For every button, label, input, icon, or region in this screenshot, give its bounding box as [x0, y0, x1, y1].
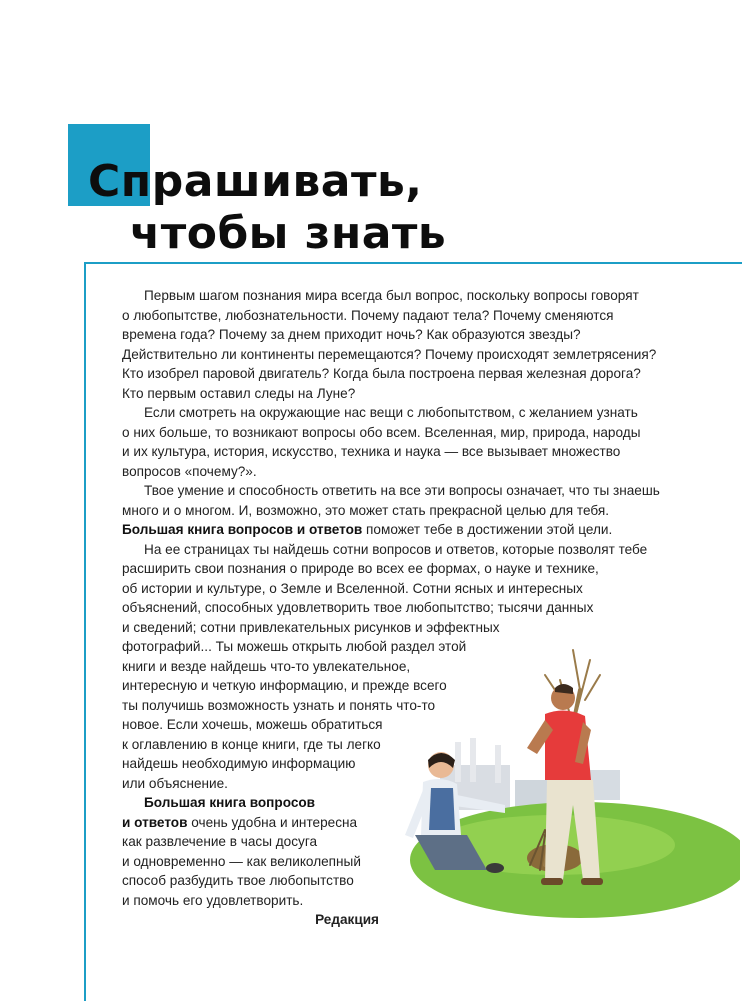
- paragraph-line: объяснений, способных удовлетворить твое любопытство; тысячи данных: [122, 600, 594, 615]
- paragraph-line: [122, 520, 694, 540]
- paragraph-line: или объяснение.: [122, 775, 228, 791]
- paragraph-line: способ разбудить твое любопытство: [122, 873, 354, 888]
- paragraph-line: книги и везде найдешь что-то увлекательное,: [122, 658, 411, 674]
- paragraph-line: вопросов «почему?».: [122, 463, 257, 479]
- paragraph-line: Кто изобрел паровой двигатель? Когда была построена первая железная дорога?: [122, 366, 641, 381]
- paragraph-line: расширить свои познания о природе во всех ее формах, о науке и технике,: [122, 561, 599, 576]
- paragraph-line: и помочь его удовлетворить.: [122, 892, 304, 908]
- book-title-bold: Большая книга вопросов: [144, 795, 316, 810]
- paragraph-line: интересную и четкую информацию, и прежде всего: [122, 678, 447, 693]
- page-title-line-2: чтобы знать: [130, 208, 447, 259]
- paragraph-line: об истории и культуре, о Земле и Вселенной. Сотни ясных и интересных: [122, 580, 583, 596]
- paragraph-line: Действительно ли континенты перемещаются? Почему происходят землетрясения?: [122, 346, 657, 362]
- paragraph-line: Кто первым оставил следы на Луне?: [122, 385, 356, 401]
- page-title-line-1: Спрашивать,: [88, 156, 423, 207]
- paragraph-line: Первым шагом познания мира всегда был вопрос, поскольку вопросы говорят: [144, 288, 639, 303]
- two-boys-planting-tree-illustration: [395, 630, 740, 920]
- paragraph-line: много и о многом. И, возможно, это может стать прекрасной целью для тебя.: [122, 502, 609, 518]
- signature: Редакция: [315, 912, 379, 927]
- page-title: [88, 156, 446, 260]
- paragraph-line: Если смотреть на окружающие нас вещи с любопытством, с желанием узнать: [144, 405, 638, 420]
- paragraph-line: и одновременно — как великолепный: [122, 853, 361, 869]
- paragraph-line: как развлечение в часы досуга: [122, 834, 318, 849]
- paragraph-line: о любопытстве, любознательности. Почему падают тела? Почему сменяются: [122, 307, 614, 323]
- paragraph-line: фотографий... Ты можешь открыть любой раздел этой: [122, 639, 467, 654]
- paragraph-line: ты получишь возможность узнать и понять что-то: [122, 697, 436, 713]
- paragraph-line: и сведений; сотни привлекательных рисунков и эффектных: [122, 619, 500, 635]
- paragraph-line: к оглавлению в конце книги, где ты легко: [122, 736, 381, 752]
- paragraph-line: На ее страницах ты найдешь сотни вопросов и ответов, которые позволят тебе: [144, 541, 648, 557]
- horizontal-rule: [84, 262, 742, 264]
- paragraph-fragment: поможет тебе в достижении этой цели.: [362, 522, 613, 537]
- vertical-rule: [84, 262, 86, 1001]
- paragraph-line: Твое умение и способность ответить на все эти вопросы означает, что ты знаешь: [144, 483, 660, 498]
- book-title-bold: и ответов: [122, 814, 188, 830]
- paragraph-line: новое. Если хочешь, можешь обратиться: [122, 717, 383, 732]
- paragraph-line: о них больше, то возникают вопросы обо всем. Вселенная, мир, природа, народы: [122, 424, 641, 440]
- paragraph-line: найдешь необходимую информацию: [122, 756, 356, 771]
- paragraph-line: времена года? Почему за днем приходит ночь? Как образуются звезды?: [122, 327, 581, 342]
- book-title-bold: Большая книга вопросов и ответов: [122, 522, 363, 537]
- paragraph-line: и их культура, история, искусство, техника и наука — все вызывает множество: [122, 444, 621, 459]
- paragraph-fragment: очень удобна и интересна: [187, 814, 358, 830]
